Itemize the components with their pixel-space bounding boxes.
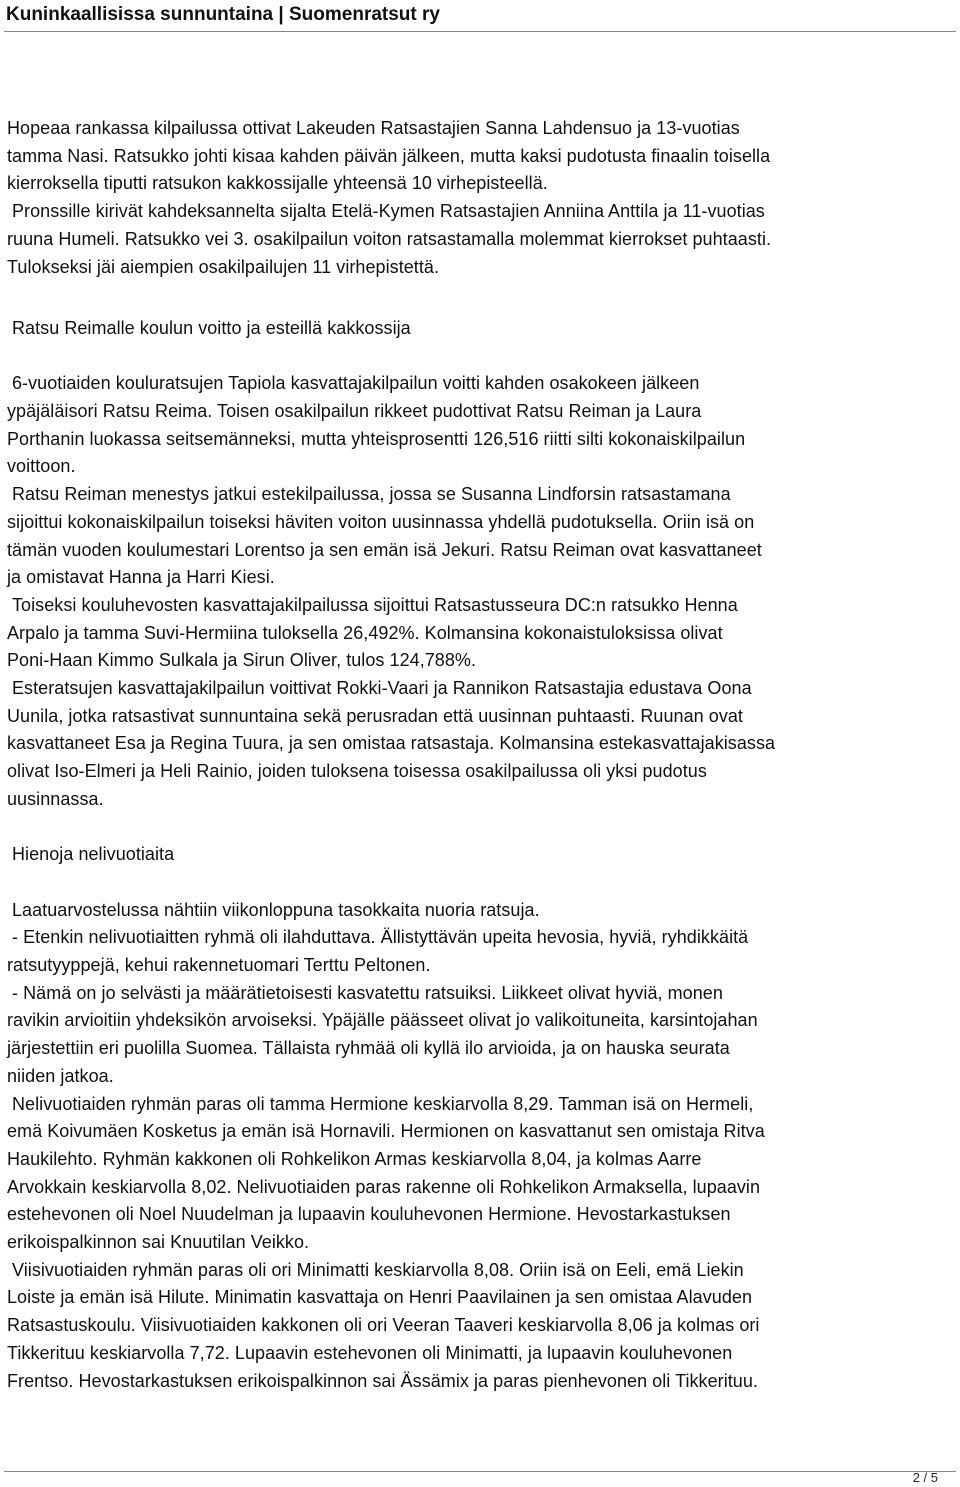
- text-line: ravikin arvioitiin yhdeksikön arvoiseksi. Ypäjälle päässeet olivat jo valikoituneita, karsintojahan: [7, 1010, 758, 1031]
- text-line: estehevonen oli Noel Nuudelman ja lupaavin kouluhevonen Hermione. Hevostarkastuksen: [7, 1204, 731, 1225]
- page-number: 2 / 5: [912, 1470, 938, 1485]
- article-body: [7, 115, 955, 1395]
- section-heading: Ratsu Reimalle koulun voitto ja esteillä kakkossija: [12, 317, 411, 338]
- text-line: voittoon.: [7, 456, 76, 477]
- text-line: Tulokseksi jäi aiempien osakilpailujen 11 virhepistettä.: [7, 256, 440, 277]
- section-heading: Hienoja nelivuotiaita: [12, 844, 175, 865]
- text-line: ratsutyyppejä, kehui rakennetuomari Terttu Peltonen.: [7, 955, 431, 976]
- text-line: - Nämä on jo selvästi ja määrätietoisesti kasvatettu ratsuiksi. Liikkeet olivat hyviä, monen: [12, 982, 723, 1003]
- text-line: Toiseksi kouluhevosten kasvattajakilpailussa sijoittui Ratsastusseura DC:n ratsukko Henna: [12, 594, 738, 615]
- text-line: järjestettiin eri puolilla Suomea. Tällaista ryhmää oli kyllä ilo arvioida, ja on hauska seurata: [7, 1038, 730, 1059]
- page-header-title: Kuninkaallisissa sunnuntaina | Suomenratsut ry: [6, 4, 440, 25]
- text-line: kierroksella tiputti ratsukon kakkossijalle yhteensä 10 virhepisteellä.: [7, 173, 548, 194]
- text-line: ruuna Humeli. Ratsukko vei 3. osakilpailun voiton ratsastamalla molemmat kierrokset puhtaasti.: [7, 228, 772, 249]
- text-line: erikoispalkinnon sai Knuutilan Veikko.: [7, 1232, 310, 1253]
- text-line: niiden jatkoa.: [7, 1065, 114, 1086]
- text-line: ja omistavat Hanna ja Harri Kiesi.: [7, 567, 275, 588]
- header-divider: [4, 31, 956, 32]
- page-header: [4, 0, 956, 34]
- text-line: Ratsastuskoulu. Viisivuotiaiden kakkonen oli ori Veeran Taaveri keskiarvolla 8,06 ja kolmas ori: [7, 1315, 760, 1336]
- text-line: Arpalo ja tamma Suvi-Hermiina tuloksella 26,492%. Kolmansina kokonaistuloksissa olivat: [7, 622, 723, 643]
- text-line: olivat Iso-Elmeri ja Heli Rainio, joiden tuloksena toisessa osakilpailussa oli yksi pudotus: [7, 761, 707, 782]
- text-line: tamma Nasi. Ratsukko johti kisaa kahden päivän jälkeen, mutta kaksi pudotusta finaalin toisella: [7, 145, 771, 166]
- text-line: Laatuarvostelussa nähtiin viikonloppuna tasokkaita nuoria ratsuja.: [12, 899, 540, 920]
- text-line: Porthanin luokassa seitsemänneksi, mutta yhteisprosentti 126,516 riitti silti kokonaiskilpailun: [7, 428, 746, 449]
- text-line: emä Koivumäen Kosketus ja emän isä Hornavili. Hermionen on kasvattanut sen omistaja Ritva: [7, 1121, 765, 1142]
- text-line: Uunila, jotka ratsastivat sunnuntaina sekä perusradan että uusinnan puhtaasti. Ruunan ovat: [7, 705, 743, 726]
- text-line: kasvattaneet Esa ja Regina Tuura, ja sen omistaa ratsastaja. Kolmansina estekasvattajakisassa: [7, 733, 776, 754]
- text-line: Haukilehto. Ryhmän kakkonen oli Rohkelikon Armas keskiarvolla 8,04, ja kolmas Aarre: [7, 1148, 702, 1169]
- text-line: Pronssille kirivät kahdeksannelta sijalta Etelä-Kymen Ratsastajien Anniina Anttila ja 11-vuotias: [12, 201, 765, 222]
- text-line: Frentso. Hevostarkastuksen erikoispalkinnon sai Ässämix ja paras pienhevonen oli Tikkerituu.: [7, 1370, 758, 1391]
- text-line: Tikkerituu keskiarvolla 7,72. Lupaavin estehevonen oli Minimatti, ja lupaavin kouluhevonen: [7, 1342, 733, 1363]
- text-line: Loiste ja emän isä Hilute. Minimatin kasvattaja on Henri Paavilainen ja sen omistaa Alavuden: [7, 1287, 752, 1308]
- text-line: Ratsu Reiman menestys jatkui estekilpailussa, jossa se Susanna Lindforsin ratsastamana: [12, 484, 731, 505]
- text-line: Esteratsujen kasvattajakilpailun voittivat Rokki-Vaari ja Rannikon Ratsastajia edustava Oona: [12, 678, 752, 699]
- text-line: Viisivuotiaiden ryhmän paras oli ori Minimatti keskiarvolla 8,08. Oriin isä on Eeli, emä Liekin: [12, 1259, 744, 1280]
- text-line: tämän vuoden koulumestari Lorentso ja sen emän isä Jekuri. Ratsu Reiman ovat kasvattaneet: [7, 539, 762, 560]
- text-line: Nelivuotiaiden ryhmän paras oli tamma Hermione keskiarvolla 8,29. Tamman isä on Hermeli,: [12, 1093, 754, 1114]
- text-line: Arvokkain keskiarvolla 8,02. Nelivuotiaiden paras rakenne oli Rohkelikon Armaksella, lupaavin: [7, 1176, 761, 1197]
- text-line: - Etenkin nelivuotiaitten ryhmä oli ilahduttava. Ällistyttävän upeita hevosia, hyviä, ryhdikkäitä: [12, 927, 749, 948]
- text-line: Hopeaa rankassa kilpailussa ottivat Lakeuden Ratsastajien Sanna Lahdensuo ja 13-vuotias: [7, 118, 740, 138]
- footer-divider: [4, 1471, 956, 1472]
- text-line: sijoittui kokonaiskilpailun toiseksi häviten voiton uusinnassa yhdellä pudotuksella. Oriin isä on: [7, 511, 755, 532]
- text-line: Poni-Haan Kimmo Sulkala ja Sirun Oliver, tulos 124,788%.: [7, 650, 477, 671]
- text-line: 6-vuotiaiden kouluratsujen Tapiola kasvattajakilpailun voitti kahden osakokeen jälkeen: [12, 373, 700, 394]
- text-line: ypäjäläisori Ratsu Reima. Toisen osakilpailun rikkeet pudottivat Ratsu Reiman ja Laura: [7, 401, 702, 421]
- text-line: uusinnassa.: [7, 788, 104, 809]
